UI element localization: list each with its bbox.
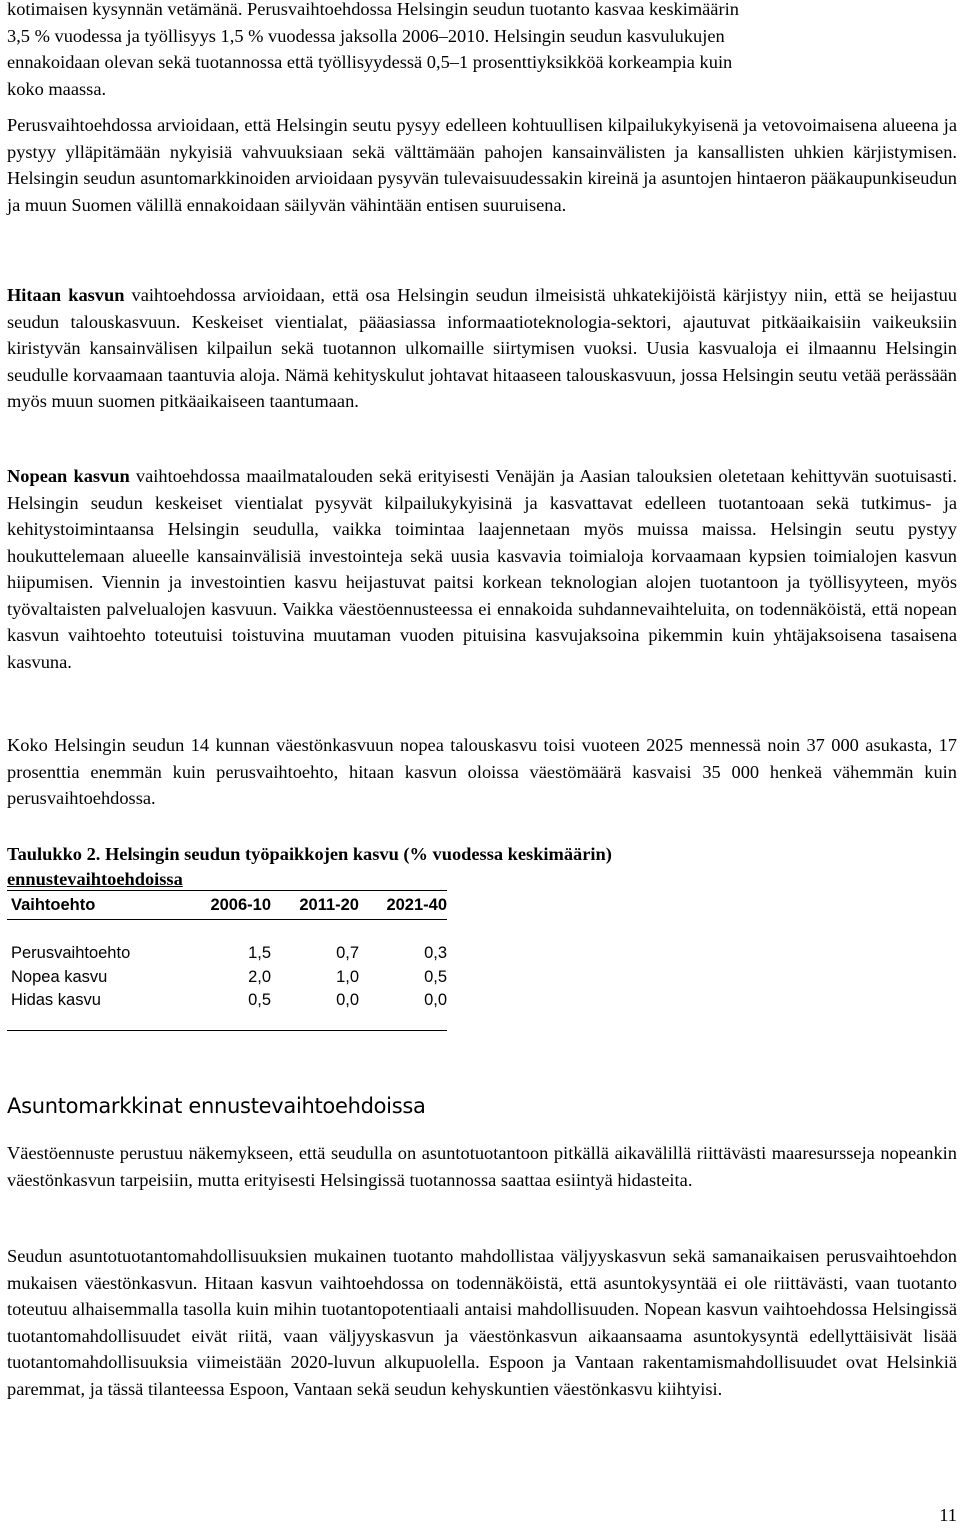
table-cell: 2,0: [248, 967, 271, 986]
paragraph-intro: [7, 0, 957, 102]
table-bottom-rule: [7, 1030, 447, 1031]
table-row: [7, 966, 447, 990]
table-cell: 0,5: [248, 991, 271, 1010]
table-header-cell: 2011-20: [299, 895, 359, 914]
fast-growth-text: vaihtoehdossa maailmatalouden sekä erityisesti Venäjän ja Aasian talouksien oletetaan kehittyvän suotuisasti. Helsingin seudun keskeiset vientialat pysyvät kilpailukykyisinä ja kasvattavat edelleen tuotantoaan sekä tutkimus- ja kehitystoimintaansa Helsingin seudulla, vaikka toimintaa laajennetaan myös muissa maissa. Helsingin seutu pystyy houkuttelemaan alueelle kansainvälisiä investointeja sekä uusia kasvavia toimialoja korvaamaan kypsien toimialojen kasvun hiipumisen. Viennin ja investointien kasvu heijastuvat paitsi korkean teknologian alojen tuotantoon ja työllisyyteen, myös työvaltaisten palvelualojen kasvuun. Vaikka väestöennusteessa ei ennakoida suhdannevaihteluita, on todennäköistä, että nopean kasvun vaihtoehto toteutuisi toistuvina muutaman vuoden pituisina kasvujaksoina pikemmin kuin yhtäjaksoisena tasaisena kasvuna.: [7, 466, 957, 672]
table-cell: 1,0: [336, 967, 359, 986]
table-caption-line: ennustevaihtoehdoissa: [7, 869, 183, 889]
paragraph-slow-growth: [7, 282, 957, 415]
slow-growth-lead: Hitaan kasvun: [7, 285, 125, 305]
table-caption-line: Taulukko 2. Helsingin seudun työpaikkojen kasvu (% vuodessa keskimäärin): [7, 844, 612, 864]
table-cell: Perusvaihtoehto: [11, 944, 131, 963]
paragraph-intro-line: ennakoidaan olevan sekä tuotannossa että työllisyydessä 0,5–1 prosenttiyksikköä korkeampia kuin: [7, 52, 733, 72]
table-cell: 0,3: [424, 944, 447, 963]
table-cell: 0,0: [336, 991, 359, 1010]
paragraph-fast-growth: [7, 463, 957, 675]
paragraph-intro-line: kotimaisen kysynnän vetämänä. Perusvaihtoehdossa Helsingin seudun tuotanto kasvaa keskimäärin: [7, 0, 739, 19]
table-cell: 1,5: [248, 944, 271, 963]
table-cell: 0,0: [424, 991, 447, 1010]
page-number: 11: [939, 1505, 957, 1525]
section-heading: Asuntomarkkinat ennustevaihtoehdoissa: [7, 1094, 426, 1118]
table-header-row: [7, 890, 447, 920]
table-cell: 0,7: [336, 944, 359, 963]
paragraph-housing-1: Väestöennuste perustuu näkemykseen, että seudulla on asuntotuotantoon pitkällä aikavälillä riittävästi maaresursseja nopeankin väestönkasvun tarpeisiin, mutta erityisesti Helsingissä tuotannossa saattaa esiintyä hidasteita.: [7, 1143, 957, 1190]
paragraph-housing-2: Seudun asuntotuotantomahdollisuuksien mukainen tuotanto mahdollistaa väljyyskasvun sekä samanaikaisen perusvaihtoehdon mukaisen väestönkasvun. Hitaan kasvun vaihtoehdossa on todennäköistä, että asuntokysyntää ei ole riittävästi, vaan tuotanto toteutuu alhaisemmalla tasolla kuin mihin tuotantopotentiaali antaisi mahdollisuuden. Nopean kasvun vaihtoehdossa Helsingissä tuotantomahdollisuudet eivät riitä, vaan väljyyskasvun ja väestönkasvun aikaansaama asuntokysyntä edellyttäisivät lisää tuotantomahdollisuuksia viimeistään 2020-luvun alkupuolella. Espoon ja Vantaan rakentamismahdollisuudet ovat Helsinkiä paremmat, ja tässä tilanteessa Espoon, Vantaan sekä seudun kehyskuntien väestönkasvu kiihtyisi.: [7, 1246, 957, 1399]
table-row: [7, 942, 447, 966]
table-header-cell: 2021-40: [386, 895, 447, 914]
table-header-cell: Vaihtoehto: [11, 895, 96, 914]
paragraph-intro-line: koko maassa.: [7, 78, 107, 99]
paragraph-base-scenario: Perusvaihtoehdossa arvioidaan, että Helsingin seutu pysyy edelleen kohtuullisen kilpailukykyisenä ja vetovoimaisena alueena ja pystyy ylläpitämään nykyisiä vahvuuksiaan sekä välttämään pahojen kansainvälisten ja kansallisten uhkien kärjistymisen. Helsingin seudun asuntomarkkinoiden arvioidaan pysyvän tulevaisuudessakin kireinä ja asuntojen hintaeron pääkaupunkiseudun ja muun Suomen välillä ennakoidaan säilyvän vähintään entisen suuruisena.: [7, 115, 957, 215]
table-cell: Nopea kasvu: [11, 967, 108, 986]
paragraph-intro-line: 3,5 % vuodessa ja työllisyys 1,5 % vuodessa jaksolla 2006–2010. Helsingin seudun kasvulukujen: [7, 25, 725, 46]
fast-growth-lead: Nopean kasvun: [7, 466, 130, 486]
table-header-cell: 2006-10: [210, 895, 271, 914]
table-cell: 0,5: [424, 967, 447, 986]
table-row: [7, 989, 447, 1013]
table-cell: Hidas kasvu: [11, 991, 101, 1010]
paragraph-population-growth: Koko Helsingin seudun 14 kunnan väestönkasvuun nopea talouskasvu toisi vuoteen 2025 mennessä noin 37 000 asukasta, 17 prosenttia enemmän kuin perusvaihtoehto, hitaan kasvun oloissa väestömäärä kasvaisi 35 000 henkeä vähemmän kuin perusvaihtoehdossa.: [7, 735, 957, 808]
slow-growth-text: vaihtoehdossa arvioidaan, että osa Helsingin seudun ilmeisistä uhkatekijöistä kärjistyy niin, että se heijastuu seudun talouskasvuun. Keskeiset vientialat, pääasiassa informaatioteknologia-sektori, ajautuvat pitkäaikaisiin vaikeuksiin kiristyvän kansainvälisen kilpailun sekä tuotannon ulkomaille siirtymisen vuoksi. Uusia kasvualoja ei ilmaannu Helsingin seudulle korvaamaan taantuvia aloja. Nämä kehityskulut johtavat hitaaseen talouskasvuun, jossa Helsingin seutu vetää perässään myös muun suomen pitkäaikaiseen taantumaan.: [7, 285, 957, 411]
employment-growth-table: [7, 890, 447, 1013]
table-caption: [7, 842, 957, 892]
